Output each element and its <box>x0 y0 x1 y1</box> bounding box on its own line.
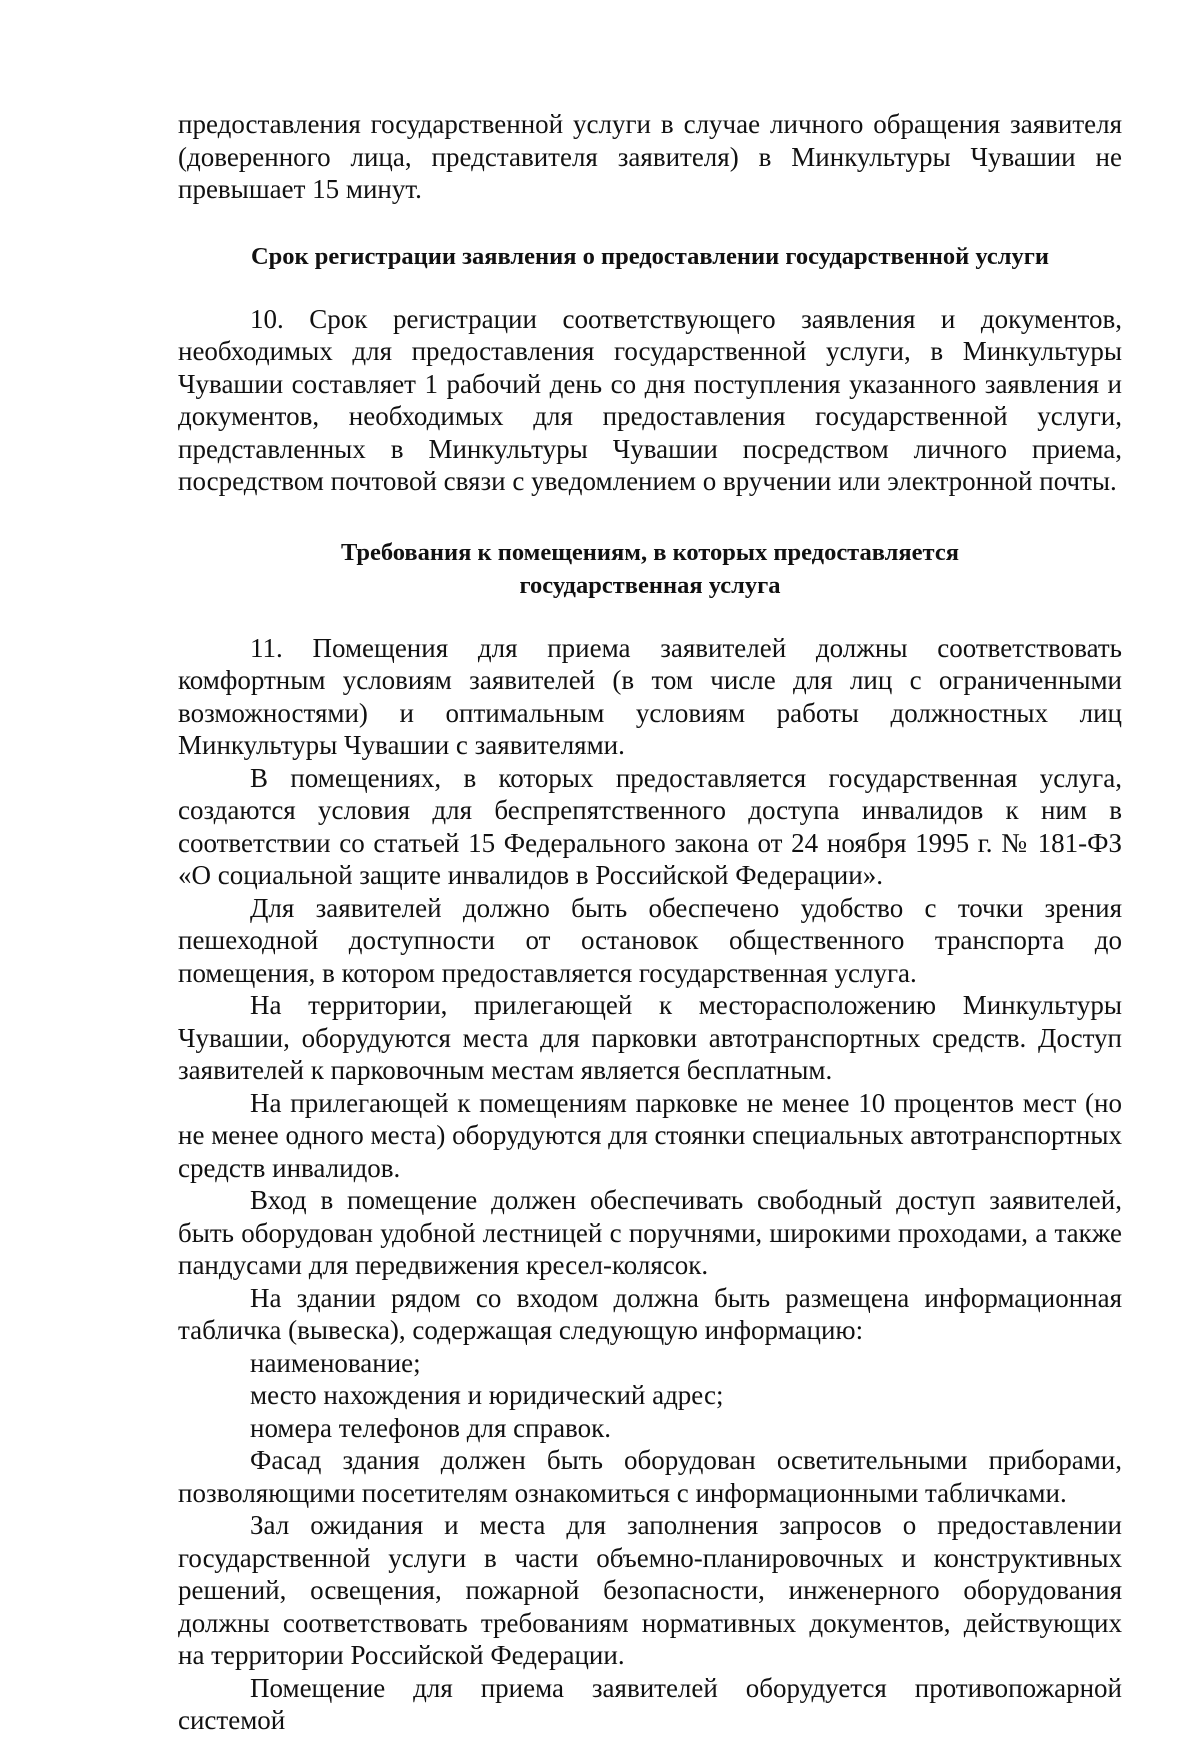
paragraph-transport: Для заявителей должно быть обеспечено удобство с точки зрения пешеходной доступности от остановок общественного транспорта до помещения, в котором предоставляется государственная услуга. <box>178 892 1122 988</box>
paragraph-fire-system: Помещение для приема заявителей оборудуется противопожарной системой <box>178 1672 1122 1735</box>
paragraph-disabled-parking: На прилегающей к помещениям парковке не менее 10 процентов мест (но не менее одного места) оборудуются для стоянки специальных автотранспортных средств инвалидов. <box>178 1087 1122 1183</box>
premises-heading-line1: Требования к помещениям, в которых предоставляется <box>340 538 960 566</box>
intro-paragraph: предоставления государственной услуги в случае личного обращения заявителя (доверенного лица, представителя заявителя) в Минкультуры Чувашии не превышает 15 минут. <box>178 109 1122 204</box>
document-page <box>178 108 1122 1737</box>
paragraph-11: 11. Помещения для приема заявителей должны соответствовать комфортным условиям заявителей (в том числе для лиц с ограниченными возможностями) и оптимальным условиям работы должностных лиц Минкультуры Чувашии с заявителями. <box>178 632 1122 760</box>
paragraph-entrance: Вход в помещение должен обеспечивать свободный доступ заявителей, быть оборудован удобной лестницей с поручнями, широкими проходами, а также пандусами для передвижения кресел-колясок. <box>178 1185 1122 1280</box>
paragraph-access: В помещениях, в которых предоставляется государственная услуга, создаются условия для беспрепятственного доступа инвалидов к ним в соответствии со статьей 15 Федерального закона от 24 ноября 1995 г. № 181-ФЗ «О социальной защите инвалидов в Российской Федерации». <box>178 762 1122 890</box>
sign-item-name: наименование; <box>250 1347 421 1378</box>
paragraph-parking: На территории, прилегающей к месторасположению Минкультуры Чувашии, оборудуются места для парковки автотранспортных средств. Доступ заявителей к парковочным местам является бесплатным. <box>178 990 1122 1085</box>
paragraph-10: 10. Срок регистрации соответствующего заявления и документов, необходимых для предоставления государственной услуги, в Минкультуры Чувашии составляет 1 рабочий день со дня поступления указанного заявления и документов, необходимых для предоставления государственной услуги, представленных в Минкультуры Чувашии посредством личного приема, посредством почтовой связи с уведомлением о вручении или электронной почты. <box>178 303 1122 496</box>
sign-item-phones: номера телефонов для справок. <box>250 1412 611 1443</box>
registration-heading: Срок регистрации заявления о предоставлении государственной услуги <box>250 242 1049 270</box>
paragraph-facade: Фасад здания должен быть оборудован осветительными приборами, позволяющими посетителям ознакомиться с информационными табличками. <box>178 1445 1122 1508</box>
premises-heading-line2: государственная услуга <box>519 571 781 599</box>
paragraph-waiting-hall: Зал ожидания и места для заполнения запросов о предоставлении государственной услуги в части объемно-планировочных и конструктивных решений, освещения, пожарной безопасности, инженерного оборудования должны соответствовать требованиям нормативных документов, действующих на территории Российской Федерации. <box>178 1510 1122 1670</box>
sign-item-address: место нахождения и юридический адрес; <box>250 1380 724 1410</box>
paragraph-sign: На здании рядом со входом должна быть размещена информационная табличка (вывеска), содержащая следующую информацию: <box>178 1282 1122 1345</box>
